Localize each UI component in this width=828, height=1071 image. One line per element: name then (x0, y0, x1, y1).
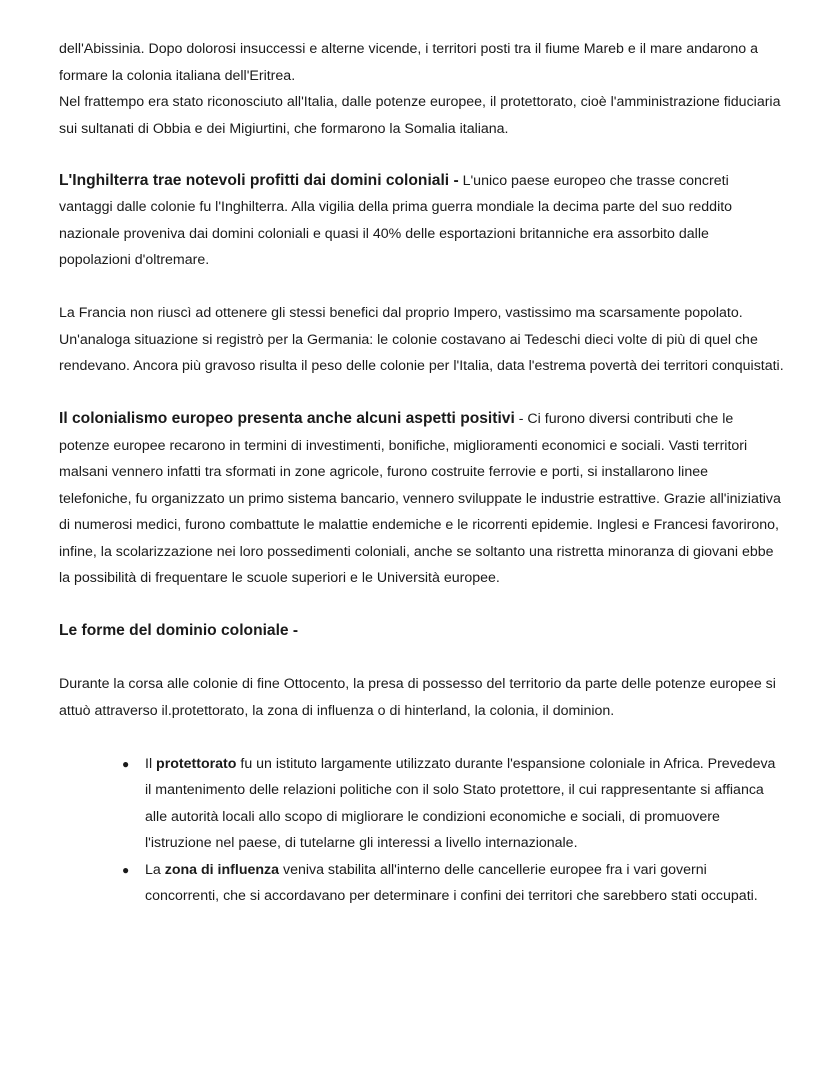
forms-paragraph: Durante la corsa alle colonie di fine Ottocento, la presa di possesso del territorio da parte delle potenze europee si attuò attraverso il.protettorato, la zona di influenza o di hinterland, la colonia, il dominion. (59, 676, 776, 719)
bullet-list (118, 751, 778, 910)
spacer (59, 380, 784, 407)
spacer (59, 274, 784, 301)
list-item (118, 751, 778, 857)
list-item (118, 857, 778, 910)
bullet-icon: ● (122, 756, 130, 771)
intro-paragraph-1: dell'Abissinia. Dopo dolorosi insuccessi e alterne vicende, i territori posti tra il fiume Mareb e il mare andarono a formare la colonia italiana dell'Eritrea. (59, 41, 759, 84)
positive-text: - Ci furono diversi contributi che le potenze europee recarono in termini di investimenti, bonifiche, miglioramenti economici e sociali. Vasti territori malsani vennero infatti tra sformati in zone agricole, furono costruite ferrovie e porti, si installarono linee telefoniche, fu organizzato un primo sistema bancario, vennero sviluppate le industrie estrattive. Grazie all'iniziativa di numerosi medici, furono combattute le malattie endemiche e le ricorrenti epidemie. Inglesi e Francesi favorirono, infine, la scolarizzazione nei loro possedimenti coloniali, anche se soltanto una ristretta minoranza di giovani ebbe la possibilità di frequentare le scuole superiori e le Università europee. (59, 411, 781, 586)
positive-heading: Il colonialismo europeo presenta anche alcuni aspetti positivi (59, 410, 515, 427)
bullet-prefix: La (145, 861, 165, 878)
spacer (59, 645, 784, 672)
bullet-icon: ● (122, 862, 130, 877)
spacer (59, 592, 784, 619)
bullet-prefix: Il (145, 755, 157, 772)
intro-paragraph-2: Nel frattempo era stato riconosciuto all'Italia, dalle potenze europee, il protettorato, cioè l'amministrazione fiduciaria sui sultanati di Obbia e dei Migiurtini, che formarono la Somalia italiana. (59, 94, 781, 137)
spacer (59, 724, 784, 751)
bullet-term: zona di influenza (164, 861, 280, 878)
france-paragraph: La Francia non riuscì ad ottenere gli stessi benefici dal proprio Impero, vastissimo ma scarsamente popolato. Un'analoga situazione si registrò per la Germania: le colonie costavano ai Tedeschi dieci volte di più di quel che rendevano. Ancora più gravoso risulta il peso delle colonie per l'Italia, data l'estrema povertà dei territori conquistati. (59, 305, 784, 374)
bullet-text: fu un istituto largamente utilizzato durante l'espansione coloniale in Africa. Prevedeva il mantenimento delle relazioni politiche con il solo Stato protettore, il cui rappresentante si affianca alle autorità locali allo scopo di migliorare le condizioni economiche e sociali, di promuovere l'istruzione nel paese, di tutelarne gli interessi a livello internazionale. (145, 755, 776, 851)
document-page (59, 36, 784, 910)
bullet-term: protettorato (156, 755, 237, 772)
positive-paragraph (59, 406, 784, 592)
spacer (59, 142, 784, 169)
england-text: L'unico paese europeo che trasse concreti vantaggi dalle colonie fu l'Inghilterra. Alla vigilia della prima guerra mondiale la decima parte del suo reddito nazionale proveniva dai domini coloniali e quasi il 40% delle esportazioni britanniche era assorbito dalle popolazioni d'oltremare. (59, 172, 733, 268)
england-heading: L'Inghilterra trae notevoli profitti dai domini coloniali - (59, 171, 459, 189)
bullet-text: veniva stabilita all'interno delle cancellerie europee fra i vari governi concorrenti, che si accordavano per determinare i confini dei territori che sarebbero stati occupati. (145, 861, 758, 904)
england-paragraph (59, 168, 784, 274)
forms-heading: Le forme del dominio coloniale - (59, 622, 299, 639)
